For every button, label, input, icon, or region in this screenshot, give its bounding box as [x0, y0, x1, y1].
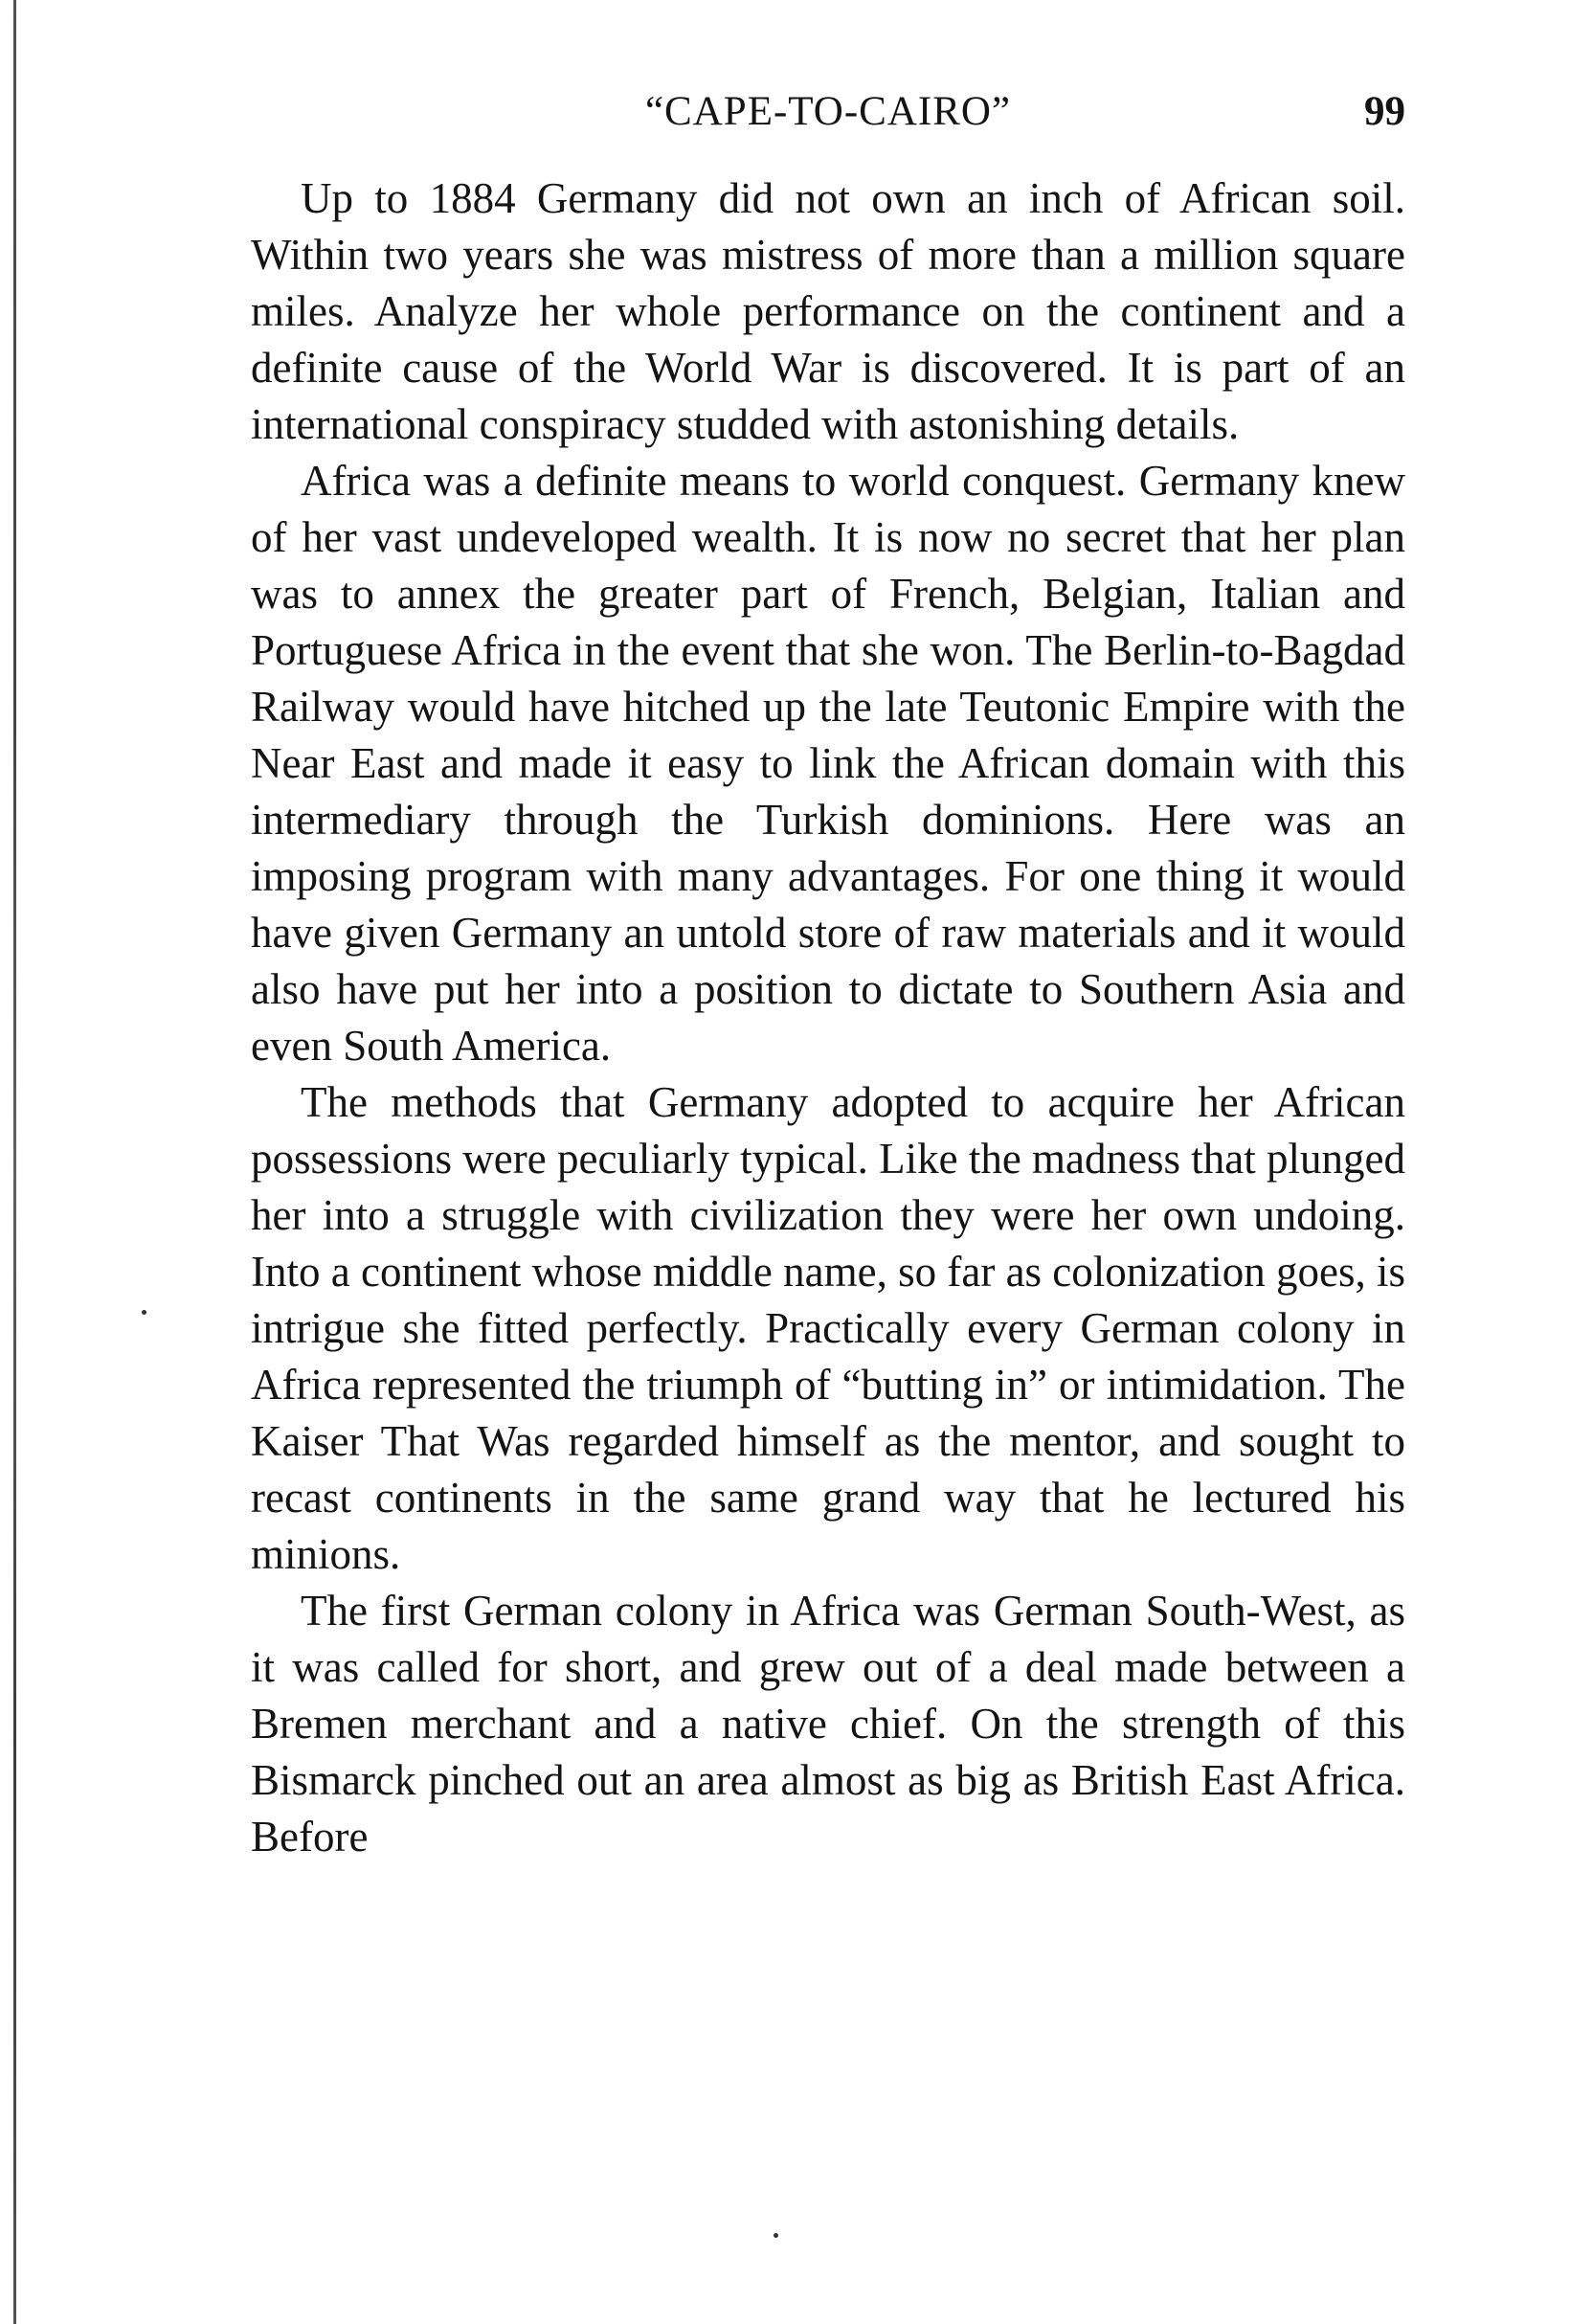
paragraph-4: The first German colony in Africa was German South-West, as it was called for short, and grew out of a deal made between a Bremen merchant and a native chief. On the strength of this Bismarck pinched out an area almost as big as British East Africa. Before: [251, 1587, 1405, 1861]
paragraph-1: Up to 1884 Germany did not own an inch of African soil. Within two years she was mistress of more than a million square miles. Analyze her whole performance on the continent and a definite cause of the World War is discovered. It is part of an international conspiracy studded with astonishing details.: [251, 174, 1405, 448]
paper-speck: [142, 1310, 146, 1315]
running-head-title: “CAPE-TO-CAIRO”: [644, 89, 1012, 134]
paragraph-2: Africa was a definite means to world conquest. Germany knew of her vast undeveloped wealth. It is now no secret that her plan was to annex the greater part of French, Belgian, Italian and Portuguese Africa in the event that she won. The Berlin-to-Bagdad Railway would have hitched up the late Teutonic Empire with the Near East and made it easy to link the African domain with this intermediary through the Turkish dominions. Here was an imposing program with many advantages. For one thing it would have given Germany an untold store of raw materials and it would also have put her into a position to dictate to Southern Asia and even South America.: [251, 457, 1405, 1070]
paper-speck: [774, 2233, 778, 2238]
paragraph-3: The methods that Germany adopted to acquire her African possessions were peculiarly typical. Like the madness that plunged her into a struggle with civilization they were her own undoing. Into a continent whose middle name, so far as colonization goes, is intrigue she fitted perfectly. Practically every German colony in Africa represented the triumph of “butting in” or intimidation. The Kaiser That Was regarded himself as the mentor, and sought to recast continents in the same grand way that he lectured his minions.: [251, 1078, 1405, 1578]
page-binding-edge: [13, 0, 16, 2324]
page-number: 99: [1364, 89, 1405, 134]
running-header: [251, 88, 1405, 146]
body-text: [251, 170, 1405, 1865]
